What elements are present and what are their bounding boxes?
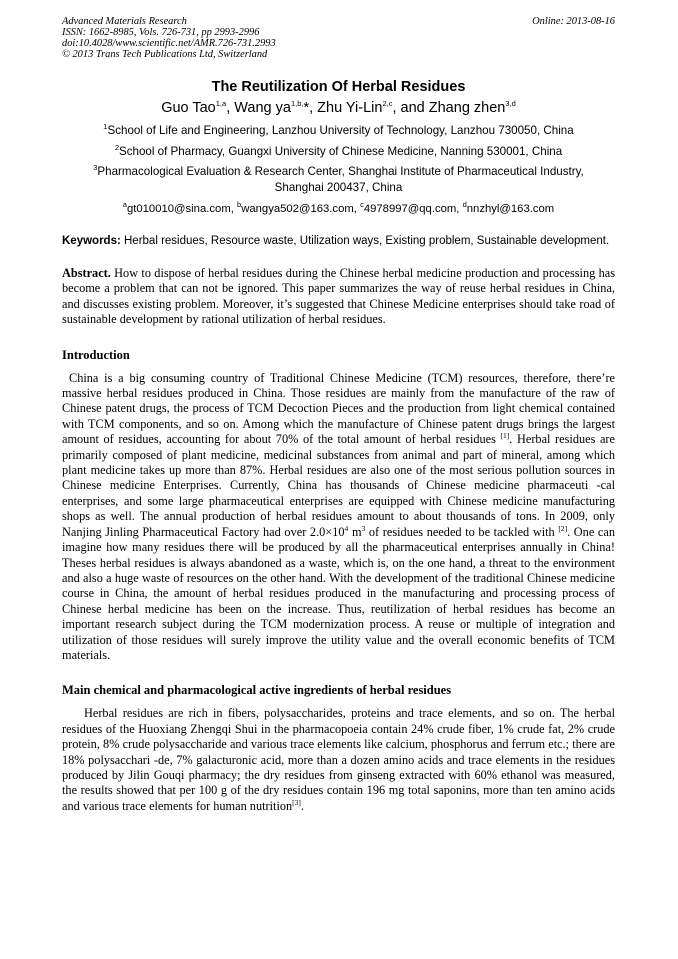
author-sup: 3,d <box>505 99 516 109</box>
paper-page <box>62 16 615 814</box>
email-link[interactable]: gt010010@sina.com, <box>126 203 238 215</box>
email-sup: b <box>237 200 242 210</box>
author-name: Wang ya <box>234 100 291 116</box>
ingredients-paragraph <box>62 706 615 814</box>
body-text: . <box>300 798 304 813</box>
email-sup: d <box>462 200 467 210</box>
exponent: 3 <box>361 523 366 533</box>
email-sup: a <box>122 200 127 210</box>
body-text: Herbal residues are rich in fibers, polysaccharides, proteins and trace elements, and so on. The herbal residues of the Huoxiang Zhengqi Shui in the pharmacopoeia contain 24% crude fiber, 1% crude fat, 2% crude protein, 8% crude polysaccharide and various trace elements like calcium, phosphorus and ferrum etc.; there are 18% polysacchari -de, 7% galacturonic acid, more than a dozen amino acids and trace elements in the residues produced by Jilin Gouqi pharmacy; the dry residues from ginseng extracted with 60% ethanol was measured, the results showed that per 100 g of the dry residues contain 196 mg total saponins, more than ten amino acids and various trace elements for human nutrition <box>62 706 615 813</box>
exponent: 4 <box>344 523 349 533</box>
journal-name: Advanced Materials Research <box>62 16 187 27</box>
issn-line: ISSN: 1662-8985, Vols. 726-731, pp 2993-2996 <box>62 27 260 38</box>
author-list <box>62 99 615 118</box>
affiliation-sup: 3 <box>93 163 98 173</box>
affiliation-text: Pharmacological Evaluation & Research Center, Shanghai Institute of Pharmaceutical Industry, Shanghai 200437, China <box>97 165 584 194</box>
section-heading-ingredients: Main chemical and pharmacological active ingredients of herbal residues <box>62 683 452 698</box>
body-text: m <box>348 524 362 539</box>
author-sup: 1,a <box>215 99 227 109</box>
keywords-label: Keywords: <box>62 235 121 247</box>
body-text: . Herbal residues are primarily composed of plant medicine, medicinal substances from animal and part of mineral, among which plant medicine takes up more than 87%. Herbal residues are also one of the most serious pollution sources in Chinese medicine Enterprises. Currently, China has thousands of Chinese medicine pharmaceuti -cal enterprises, and some large pharmaceutical enterprises are equipped with Chinese medicine manufacturing shops as well. The annual production of herbal residues amount to about thousands of tons. In 2009, only Nanjing Jinling Pharmaceutical Factory had over 2.0×10 <box>62 432 615 539</box>
author-name: Guo Tao <box>161 100 216 116</box>
copyright-line: © 2013 Trans Tech Publications Ltd, Switzerland <box>62 49 268 60</box>
section-heading-introduction: Introduction <box>62 347 130 362</box>
affiliation-3 <box>62 164 615 195</box>
online-date: Online: 2013-08-16 <box>532 16 615 27</box>
introduction-paragraph <box>62 371 615 664</box>
body-text: of residues needed to be tackled with <box>365 524 559 539</box>
email-sup: c <box>360 200 364 210</box>
paper-title: The Reutilization Of Herbal Residues <box>211 79 466 95</box>
affiliation-sup: 2 <box>114 142 119 152</box>
email-link[interactable]: 4978997@qq.com, <box>363 203 463 215</box>
author-sep: , <box>309 100 318 116</box>
affiliation-1 <box>62 123 615 139</box>
email-link[interactable]: wangya502@163.com, <box>241 203 361 215</box>
doi-line: doi:10.4028/www.scientific.net/AMR.726-731.2993 <box>62 38 276 49</box>
citation-ref[interactable]: [2] <box>558 523 568 533</box>
affiliation-2 <box>62 144 615 160</box>
author-sep: , <box>226 100 235 116</box>
author-name: Zhang zhen <box>428 100 506 116</box>
affiliation-text: School of Pharmacy, Guangxi University of Chinese Medicine, Nanning 530001, China <box>119 144 563 158</box>
keywords <box>62 234 615 249</box>
abstract <box>62 266 615 328</box>
email-link[interactable]: nnzhyl@163.com <box>466 203 555 215</box>
body-text: China is a big consuming country of Traditional Chinese Medicine (TCM) resources, therefore, there’re massive herbal residues produced in China. Those residues are mainly from the manufacture of the raw of Chinese patent drugs, the process of TCM Decoction Pieces and the production from light chemical contained with TCM components, and so on. Among which the manufacture of Chinese patent drugs brings the largest amount of residues, accounting for about 70% of the total amount of herbal residues <box>62 370 615 447</box>
body-text: . One can imagine how many residues there will be produced by all the pharmaceutical enterprises annually in China! Theses herbal residues is always abandoned as a waste, which is, on the one hand, a threat to the environment and also a huge waste of resources on the other hand. With the development of the traditional Chinese medicine course in China, the amount of herbal residues produced in the manufacturing and processing process of Chinese herbal medicine has been on the increase. Thus, reutilization of herbal residues has become an important research subject during the TCM modernization process. A reuse or multiple of integration and utilization of those residues will surely improve the utility value and the overall economic benefits of TCM materials. <box>62 524 615 662</box>
affiliation-sup: 1 <box>103 122 108 132</box>
author-sup: 2,c <box>382 99 393 109</box>
journal-header <box>62 16 615 60</box>
citation-ref[interactable]: [1] <box>500 431 510 441</box>
abstract-text: How to dispose of herbal residues during the Chinese herbal medicine production and processing has become a problem that can not be ignored. This paper summarizes the way of reuse herbal residues in China, and discusses existing problem. Moreover, it’s suggested that Chinese Medicine enterprises should take road of sustainable development by rational utilization of herbal residues. <box>62 266 615 327</box>
corresponding-star: * <box>303 100 310 116</box>
abstract-label: Abstract. <box>62 266 111 280</box>
citation-ref[interactable]: [3] <box>292 797 301 807</box>
author-name: Zhu Yi-Lin <box>317 100 383 116</box>
author-sep: , and <box>392 100 429 116</box>
author-sup: 1,b, <box>290 99 304 109</box>
affiliation-text: School of Life and Engineering, Lanzhou University of Technology, Lanzhou 730050, China <box>107 124 574 137</box>
email-list <box>62 202 615 216</box>
keywords-text: Herbal residues, Resource waste, Utilization ways, Existing problem, Sustainable development. <box>120 235 610 247</box>
